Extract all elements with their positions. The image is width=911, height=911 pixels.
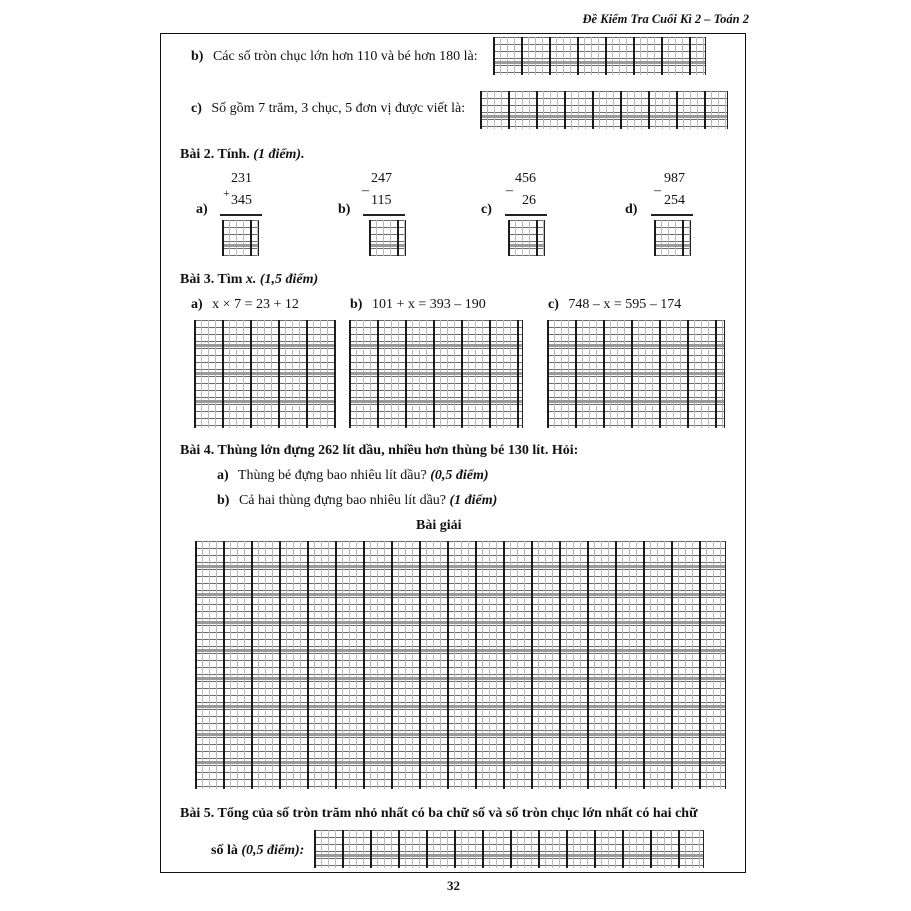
item-points: (1 điểm) <box>449 493 498 508</box>
page-number: 32 <box>447 878 460 893</box>
answer-grid-bai2-d[interactable] <box>654 220 691 256</box>
minus-sign: – <box>654 183 661 198</box>
bai2-b-label: b) <box>338 202 351 217</box>
bai2-c-label: c) <box>481 202 492 217</box>
difference-rule <box>363 214 405 216</box>
item-label: b) <box>350 297 363 312</box>
answer-grid-bai2-b[interactable] <box>369 220 406 256</box>
item-expr: 748 – x = 595 – 174 <box>568 297 682 312</box>
item-text: Thùng bé đựng bao nhiêu lít dầu? <box>237 468 427 483</box>
bai3-item-b <box>350 297 486 313</box>
answer-grid-bai5[interactable] <box>314 830 704 868</box>
item-label: b) <box>217 493 230 508</box>
bai3-var: x. <box>245 272 257 287</box>
plus-sign: + <box>223 186 230 200</box>
item-label: a) <box>191 297 203 312</box>
item-text: Số gồm 7 trăm, 3 chục, 5 đơn vị được viết là: <box>211 101 466 116</box>
answer-grid-bai3-c[interactable] <box>547 320 725 428</box>
bai3-item-c <box>548 297 681 313</box>
bai2-a-bottom: 345 <box>231 193 252 208</box>
bai4-title: Bài 4. Thùng lớn đựng 262 lít dầu, nhiều hơn thùng bé 130 lít. Hỏi: <box>180 443 579 458</box>
answer-grid-bai1-b[interactable] <box>493 37 706 75</box>
solution-heading: Bài giải <box>416 518 462 533</box>
bai3-item-a <box>191 297 299 313</box>
bai2-d-label: d) <box>625 202 638 217</box>
answer-grid-bai1-c[interactable] <box>480 91 728 129</box>
item-label: a) <box>217 468 229 483</box>
item-points: (0,5 điểm) <box>430 468 489 483</box>
bai5-continuation <box>211 843 304 859</box>
bai5-cont: số là <box>211 843 238 858</box>
answer-grid-bai3-b[interactable] <box>349 320 523 428</box>
answer-grid-bai2-a[interactable] <box>222 220 259 256</box>
item-expr: 101 + x = 393 – 190 <box>371 297 486 312</box>
bai2-points: (1 điểm). <box>253 147 305 162</box>
bai1-item-c <box>191 101 465 117</box>
bai2-d-top: 987 <box>664 171 685 186</box>
bai2-d-bottom: 254 <box>664 193 685 208</box>
difference-rule <box>651 214 693 216</box>
item-text: Cả hai thùng đựng bao nhiêu lít dầu? <box>238 493 446 508</box>
bai2-a-top: 231 <box>231 171 252 186</box>
sum-rule <box>220 214 262 216</box>
page-header-title: Đề Kiểm Tra Cuối Kì 2 – Toán 2 <box>582 12 749 26</box>
bai3-heading <box>180 272 318 288</box>
bai4-item-b <box>217 493 497 509</box>
item-label: c) <box>548 297 559 312</box>
bai2-title: Bài 2. Tính. <box>180 147 250 162</box>
item-text: Các số tròn chục lớn hơn 110 và bé hơn 180 là: <box>212 49 478 64</box>
answer-grid-bai2-c[interactable] <box>508 220 545 256</box>
bai2-b-bottom: 115 <box>371 193 392 208</box>
bai2-c-top: 456 <box>515 171 536 186</box>
bai2-b-top: 247 <box>371 171 392 186</box>
bai2-heading <box>180 147 305 163</box>
item-label: b) <box>191 49 204 64</box>
bai2-c-bottom: 26 <box>522 193 536 208</box>
answer-grid-bai4-solution[interactable] <box>195 541 726 789</box>
item-expr: x × 7 = 23 + 12 <box>212 297 299 312</box>
answer-grid-bai3-a[interactable] <box>194 320 336 428</box>
minus-sign: – <box>362 183 369 198</box>
minus-sign: – <box>506 183 513 198</box>
bai4-item-a <box>217 468 489 484</box>
bai3-points: (1,5 điểm) <box>259 272 319 287</box>
difference-rule <box>505 214 547 216</box>
bai3-title: Bài 3. Tìm <box>180 272 243 287</box>
bai2-a-label: a) <box>196 202 208 217</box>
item-label: c) <box>191 101 202 116</box>
bai5-points: (0,5 điểm): <box>241 843 305 858</box>
bai1-item-b <box>191 49 478 65</box>
bai5-title: Bài 5. Tổng của số tròn trăm nhỏ nhất có ba chữ số và số tròn chục lớn nhất có hai chữ <box>180 806 698 821</box>
